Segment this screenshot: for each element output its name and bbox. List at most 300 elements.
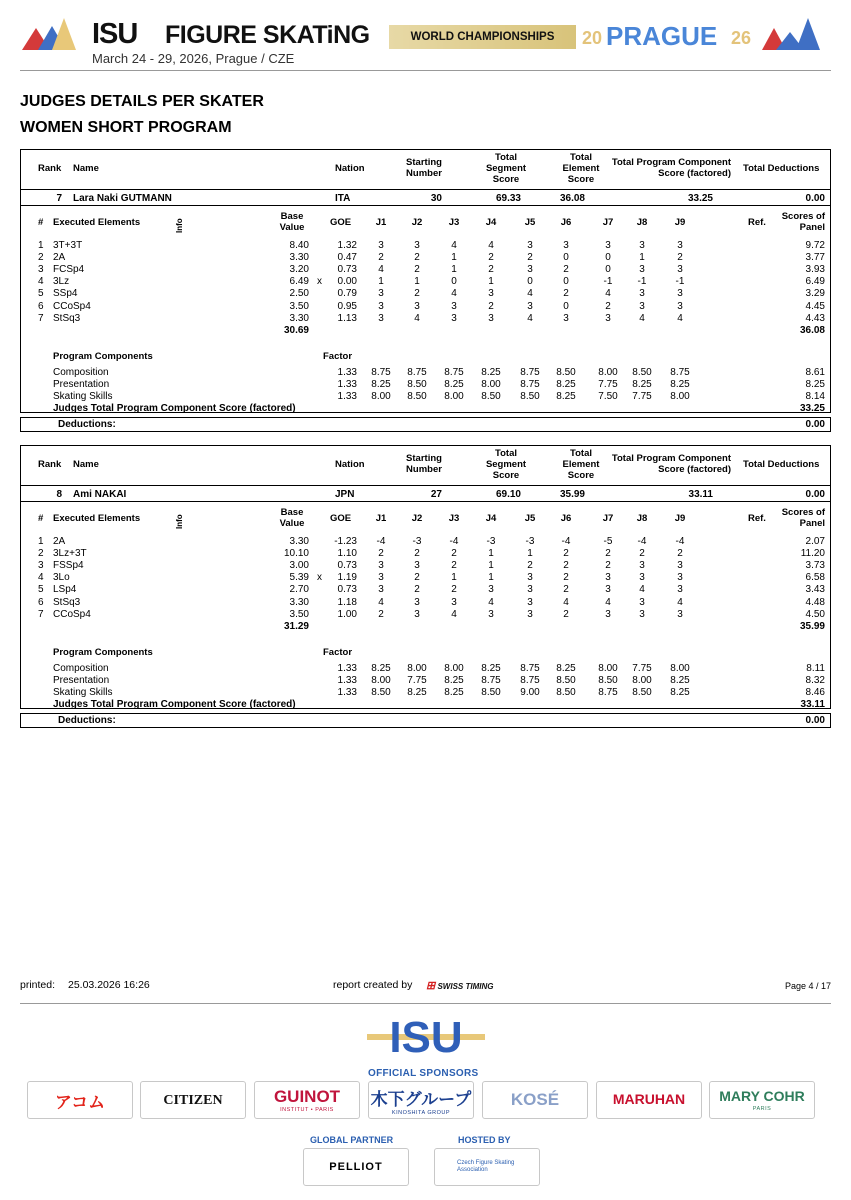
sponsor-name: KOSÉ (510, 1090, 560, 1109)
starting-number-header-line: Starting (406, 157, 442, 168)
deductions-value: 0.00 (805, 715, 825, 726)
component-judge-score: 8.75 (371, 367, 391, 378)
component-judge-score: 8.00 (598, 663, 618, 674)
element-panel-score: 4.50 (805, 608, 825, 620)
judge-score: 3 (488, 608, 494, 620)
scores-of-panel-header (775, 211, 825, 233)
judge-score: 4 (378, 264, 384, 276)
total-deductions: 0.00 (805, 193, 825, 204)
scores-of-panel-header (775, 507, 825, 529)
component-judge-score: 8.00 (632, 675, 652, 687)
component-judge-score: 8.25 (407, 687, 427, 699)
element-number: 6 (38, 300, 44, 312)
judge-score: -4 (637, 536, 647, 547)
component-judge-score: 8.50 (481, 391, 501, 403)
skater-rank: 8 (56, 489, 62, 500)
judge-score: 3 (677, 584, 683, 596)
total-pcs: 33.25 (687, 193, 713, 204)
judge-score: 2 (563, 584, 569, 596)
component-panel-score: 8.11 (806, 663, 825, 674)
header-divider (20, 70, 831, 71)
judge-header: J3 (448, 513, 460, 524)
scores-of-panel-header-line: Panel (799, 222, 825, 233)
element-name: CCoSp4 (53, 608, 91, 620)
judge-score: 3 (677, 572, 683, 584)
element-base-value: 3.30 (289, 536, 309, 547)
judge-score: 2 (677, 252, 683, 264)
elements-panel-total: 36.08 (799, 325, 825, 336)
judge-header: J9 (674, 513, 686, 524)
component-judge-score: 8.75 (520, 379, 540, 391)
judge-score: 2 (563, 264, 569, 276)
element-number: 7 (38, 608, 44, 620)
skater-nation: JPN (335, 489, 355, 500)
total-segment-score-header-line: Total (495, 448, 517, 459)
element-name: 3T+3T (53, 240, 83, 251)
element-panel-score: 2.07 (805, 536, 825, 547)
component-judge-score: 8.25 (444, 379, 464, 391)
judge-header: J1 (375, 217, 387, 228)
judges-total-pcs-label: Judges Total Program Component Score (factored) (53, 699, 296, 710)
judge-score: 4 (451, 288, 457, 300)
element-name: 2A (53, 536, 66, 547)
element-name: SSp4 (53, 288, 78, 300)
base-value-header-line: Base (280, 211, 304, 222)
judge-score: 2 (563, 548, 569, 560)
scores-of-panel-header-line: Scores of (781, 211, 825, 222)
goe-header: GOE (330, 217, 352, 228)
skater-name: Ami NAKAI (73, 489, 127, 500)
judge-score: 3 (527, 572, 533, 584)
judge-header: J5 (524, 217, 536, 228)
element-base-value: 8.40 (289, 240, 309, 251)
total-segment-score: 69.10 (495, 489, 521, 500)
judge-header: J6 (560, 217, 572, 228)
component-panel-score: 8.14 (805, 391, 825, 403)
judge-score: 1 (414, 276, 420, 288)
component-judge-score: 8.00 (670, 663, 690, 674)
judge-header: J5 (524, 513, 536, 524)
judge-score: 3 (414, 300, 420, 312)
base-value-header (272, 507, 312, 529)
component-panel-score: 8.25 (805, 379, 825, 391)
total-element-score-header-line: Total (570, 448, 592, 459)
segment-title: WOMEN SHORT PROGRAM (20, 119, 232, 136)
component-judge-score: 8.00 (444, 663, 464, 674)
sponsor-logo (482, 1081, 588, 1119)
judge-score: 2 (451, 560, 457, 572)
element-number-header: # (38, 513, 44, 524)
judge-header: J1 (375, 513, 387, 524)
judge-score: -5 (603, 536, 613, 547)
judge-score: -3 (525, 536, 535, 547)
judge-score: 0 (605, 252, 611, 264)
element-goe: 0.73 (337, 560, 357, 572)
total-pcs-header-line: Total Program Component (611, 157, 731, 168)
judge-score: 2 (527, 560, 533, 572)
element-number: 5 (38, 584, 44, 596)
sponsor-logo-text (511, 1090, 559, 1110)
starting-number-header-line: Number (406, 464, 442, 475)
element-name: 3Lo (53, 572, 70, 584)
judge-score: 2 (488, 300, 494, 312)
judge-score: -1 (603, 276, 613, 288)
component-judge-score: 8.75 (520, 367, 540, 378)
starting-number-header-line: Number (406, 168, 442, 179)
judge-score: 3 (527, 264, 533, 276)
element-panel-score: 11.20 (800, 548, 825, 560)
judge-score: 3 (414, 240, 420, 251)
judge-score: 3 (677, 608, 683, 620)
element-base-value: 3.50 (289, 300, 309, 312)
element-base-value: 3.00 (289, 560, 309, 572)
total-pcs-header-line: Score (factored) (658, 464, 731, 475)
judge-score: 3 (527, 300, 533, 312)
judge-score: 3 (527, 608, 533, 620)
judge-score: 0 (605, 264, 611, 276)
judges-total-pcs-label: Judges Total Program Component Score (factored) (53, 403, 296, 414)
element-panel-score: 3.29 (805, 288, 825, 300)
sponsor-subtitle: PARIS (752, 1106, 772, 1112)
judge-score: 2 (563, 288, 569, 300)
component-judge-score: 8.50 (598, 675, 618, 687)
event-triangles-logo-left (22, 14, 82, 54)
swiss-timing-logo: ⊞ SWISS TIMING (426, 980, 494, 992)
starting-number-header (393, 453, 455, 475)
total-segment-score-header-line: Segment (485, 459, 527, 470)
element-base-value: 2.50 (289, 288, 309, 300)
judge-score: 4 (488, 240, 494, 251)
judge-score: 4 (563, 596, 569, 608)
judge-score: 1 (488, 548, 494, 560)
component-judge-score: 8.50 (407, 391, 427, 403)
judge-score: -4 (376, 536, 386, 547)
document-title: JUDGES DETAILS PER SKATER (20, 93, 264, 110)
judge-score: 2 (378, 608, 384, 620)
judge-score: 3 (639, 288, 645, 300)
info-header: Info (175, 514, 184, 529)
component-judge-score: 7.75 (632, 391, 652, 403)
deductions-label: Deductions: (58, 419, 116, 430)
judges-total-pcs-value: 33.11 (800, 699, 825, 710)
judge-score: 2 (414, 548, 420, 560)
judge-header: J4 (485, 513, 497, 524)
sponsor-logo (709, 1081, 815, 1119)
component-judge-score: 8.50 (556, 687, 576, 699)
element-goe: 1.18 (337, 596, 357, 608)
judge-header: J6 (560, 513, 572, 524)
page-number: Page 4 / 17 (784, 981, 831, 991)
skater-block (20, 445, 831, 729)
judge-header: J3 (448, 217, 460, 228)
total-element-score-header-line: Element (562, 163, 600, 174)
judge-score: 3 (605, 584, 611, 596)
judge-score: 2 (605, 560, 611, 572)
judge-score: 1 (451, 252, 457, 264)
judge-score: 3 (639, 264, 645, 276)
element-panel-score: 4.43 (805, 312, 825, 324)
judge-score: 3 (378, 288, 384, 300)
element-goe: 0.95 (337, 300, 357, 312)
judge-score: 3 (677, 240, 683, 251)
scores-of-panel-header-line: Scores of (781, 507, 825, 518)
judge-score: 3 (451, 300, 457, 312)
base-value-header-line: Value (279, 222, 305, 233)
component-judge-score: 7.75 (407, 675, 427, 687)
total-segment-score-header (475, 448, 537, 481)
judge-score: 3 (378, 312, 384, 324)
judge-score: 0 (563, 300, 569, 312)
element-base-value: 6.49 (289, 276, 309, 288)
report-created-by: report created by (333, 979, 413, 991)
total-deductions: 0.00 (805, 489, 825, 500)
brand-title: FIGURE SKATiNG (165, 21, 370, 49)
program-components-header: Program Components (53, 647, 153, 658)
element-base-value: 3.30 (289, 596, 309, 608)
component-judge-score: 8.25 (481, 367, 501, 378)
judge-score: 3 (605, 312, 611, 324)
executed-elements-header: Executed Elements (53, 217, 141, 228)
judge-score: -3 (486, 536, 496, 547)
component-name: Presentation (53, 675, 110, 687)
judge-score: 3 (414, 608, 420, 620)
judge-score: 2 (605, 300, 611, 312)
judge-score: 4 (605, 288, 611, 300)
judge-score: 3 (639, 300, 645, 312)
page-header (0, 0, 851, 72)
element-goe: 0.00 (337, 276, 357, 288)
component-judge-score: 8.50 (632, 367, 652, 378)
printed-label: printed: (20, 979, 56, 991)
sponsor-logo-text (163, 1091, 222, 1109)
global-partner-logo: PELLIOT (303, 1148, 409, 1186)
judge-score: 0 (563, 252, 569, 264)
element-info-flag: x (317, 572, 322, 584)
total-element-score-header-line: Score (567, 174, 595, 185)
sponsor-name: MARUHAN (612, 1091, 686, 1107)
total-deductions-header: Total Deductions (743, 163, 820, 174)
component-judge-score: 8.75 (407, 367, 427, 378)
element-number: 1 (38, 536, 44, 547)
element-goe: 1.13 (337, 312, 357, 324)
judge-score: 3 (378, 240, 384, 251)
rank-header: Rank (38, 163, 62, 174)
judge-score: 3 (605, 240, 611, 251)
element-panel-score: 4.48 (805, 596, 825, 608)
judge-score: 2 (451, 584, 457, 596)
judge-score: 2 (488, 252, 494, 264)
total-element-score: 36.08 (559, 193, 585, 204)
element-goe: 0.73 (337, 264, 357, 276)
judge-score: 4 (414, 312, 420, 324)
deductions-frame (20, 713, 831, 728)
component-judge-score: 8.25 (670, 675, 690, 687)
judge-score: 2 (378, 548, 384, 560)
year-suffix: 26 (731, 28, 752, 48)
judge-score: 3 (527, 584, 533, 596)
component-judge-score: 8.00 (407, 663, 427, 674)
swiss-timing-mark-icon: ⊞ (426, 980, 436, 992)
component-judge-score: 8.25 (670, 379, 690, 391)
element-base-value: 2.70 (289, 584, 309, 596)
judge-score: 0 (527, 276, 533, 288)
component-panel-score: 8.61 (805, 367, 825, 378)
judge-score: 3 (563, 312, 569, 324)
component-judge-score: 8.00 (481, 379, 501, 391)
judge-score: 3 (488, 288, 494, 300)
element-base-value: 3.30 (289, 312, 309, 324)
official-sponsors-title: OFFICIAL SPONSORS (368, 1068, 479, 1079)
judge-header: J9 (674, 217, 686, 228)
skater-rank: 7 (56, 193, 62, 204)
deductions-value: 0.00 (805, 419, 825, 430)
judge-score: 3 (527, 240, 533, 251)
judge-header: J7 (602, 217, 614, 228)
element-name: 3Lz+3T (53, 548, 87, 560)
judge-score: 3 (378, 560, 384, 572)
element-info-flag: x (317, 276, 322, 288)
element-panel-score: 6.58 (805, 572, 825, 584)
scores-of-panel-header-line: Panel (799, 518, 825, 529)
component-panel-score: 8.46 (805, 687, 825, 699)
judge-score: 4 (451, 608, 457, 620)
component-judge-score: 8.25 (444, 687, 464, 699)
sponsor-logo-text (719, 1088, 805, 1112)
total-pcs-header (596, 157, 731, 179)
component-panel-score: 8.32 (805, 675, 825, 687)
footer-divider (20, 1003, 831, 1004)
host-city: PRAGUE (606, 21, 718, 51)
component-judge-score: 8.50 (520, 391, 540, 403)
element-number: 6 (38, 596, 44, 608)
component-judge-score: 8.00 (371, 675, 391, 687)
judge-score: -4 (561, 536, 571, 547)
sponsor-name: MARY COHR (719, 1088, 805, 1104)
judge-header: J2 (411, 217, 423, 228)
sponsor-logo-text (371, 1085, 472, 1116)
element-panel-score: 3.93 (805, 264, 825, 276)
component-judge-score: 8.50 (632, 687, 652, 699)
total-pcs: 33.11 (688, 489, 713, 500)
base-value-total: 31.29 (283, 621, 309, 632)
judge-score: 4 (677, 596, 683, 608)
element-goe: 1.00 (337, 608, 357, 620)
sponsor-subtitle: KINOSHITA GROUP (391, 1109, 451, 1116)
component-judge-score: 8.25 (371, 379, 391, 391)
judge-score: 4 (488, 596, 494, 608)
judge-score: 2 (639, 548, 645, 560)
sponsor-logo-text (613, 1091, 685, 1109)
skater-block (20, 149, 831, 433)
sponsor-logo (254, 1081, 360, 1119)
element-goe: 1.19 (337, 572, 357, 584)
judge-score: 3 (378, 300, 384, 312)
element-number: 5 (38, 288, 44, 300)
judge-score: 3 (378, 572, 384, 584)
judge-score: 3 (677, 560, 683, 572)
component-judge-score: 8.50 (481, 687, 501, 699)
judge-score: 4 (378, 596, 384, 608)
judge-score: 3 (378, 584, 384, 596)
element-number: 4 (38, 572, 44, 584)
component-name: Presentation (53, 379, 110, 391)
judge-score: 1 (488, 572, 494, 584)
judge-score: 3 (605, 572, 611, 584)
total-segment-score-header-line: Score (492, 470, 520, 481)
deductions-frame (20, 417, 831, 432)
base-value-header-line: Value (279, 518, 305, 529)
judge-score: 2 (378, 252, 384, 264)
judge-score: 3 (677, 288, 683, 300)
component-judge-score: 8.50 (371, 687, 391, 699)
judge-score: 1 (451, 264, 457, 276)
total-segment-score-header-line: Score (492, 174, 520, 185)
element-goe: 1.32 (337, 240, 357, 251)
component-judge-score: 8.75 (481, 675, 501, 687)
executed-elements-header: Executed Elements (53, 513, 141, 524)
element-number: 1 (38, 240, 44, 251)
judge-score: 1 (451, 572, 457, 584)
svg-text:ISU: ISU (389, 1013, 463, 1058)
total-segment-score-header-line: Total (495, 152, 517, 163)
judge-score: 2 (563, 560, 569, 572)
factor-header: Factor (323, 647, 353, 658)
judge-score: 4 (527, 288, 533, 300)
component-judge-score: 8.25 (670, 687, 690, 699)
printed-timestamp: 25.03.2026 16:26 (68, 979, 150, 991)
component-judge-score: 8.75 (520, 663, 540, 674)
component-name: Skating Skills (53, 391, 113, 403)
judge-score: 2 (605, 548, 611, 560)
skater-nation: ITA (335, 193, 351, 204)
event-dates: March 24 - 29, 2026, Prague / CZE (92, 51, 295, 66)
total-segment-score-header-line: Segment (485, 163, 527, 174)
nation-header: Nation (335, 459, 365, 470)
component-factor: 1.33 (337, 663, 357, 674)
element-base-value: 5.39 (289, 572, 309, 584)
base-value-header (272, 211, 312, 233)
starting-number-header (393, 157, 455, 179)
summary-divider-bottom (20, 205, 831, 206)
hosted-by-logo: Czech Figure Skating Association (434, 1148, 540, 1186)
element-base-value: 3.20 (289, 264, 309, 276)
total-element-score-header-line: Total (570, 152, 592, 163)
judge-score: 3 (677, 300, 683, 312)
judge-score: 3 (605, 608, 611, 620)
judge-score: 2 (563, 572, 569, 584)
component-judge-score: 8.75 (520, 675, 540, 687)
sponsor-logo-text (274, 1087, 340, 1113)
ref-header: Ref. (748, 217, 766, 228)
elements-panel-total: 35.99 (799, 621, 825, 632)
judge-score: 3 (639, 560, 645, 572)
event-badge: WORLD CHAMPIONSHIPS (389, 25, 576, 49)
component-judge-score: 8.00 (670, 391, 690, 403)
judge-score: 3 (677, 264, 683, 276)
sponsor-logo-text (55, 1088, 105, 1113)
judge-header: J8 (636, 513, 648, 524)
starting-number: 30 (430, 193, 442, 204)
summary-divider-top (20, 189, 831, 190)
element-panel-score: 6.49 (805, 276, 825, 288)
element-name: 2A (53, 252, 66, 264)
component-judge-score: 8.25 (556, 391, 576, 403)
component-judge-score: 7.50 (598, 391, 618, 403)
judge-score: 2 (563, 608, 569, 620)
component-judge-score: 8.00 (598, 367, 618, 378)
judge-score: 2 (527, 252, 533, 264)
element-name: CCoSp4 (53, 300, 91, 312)
